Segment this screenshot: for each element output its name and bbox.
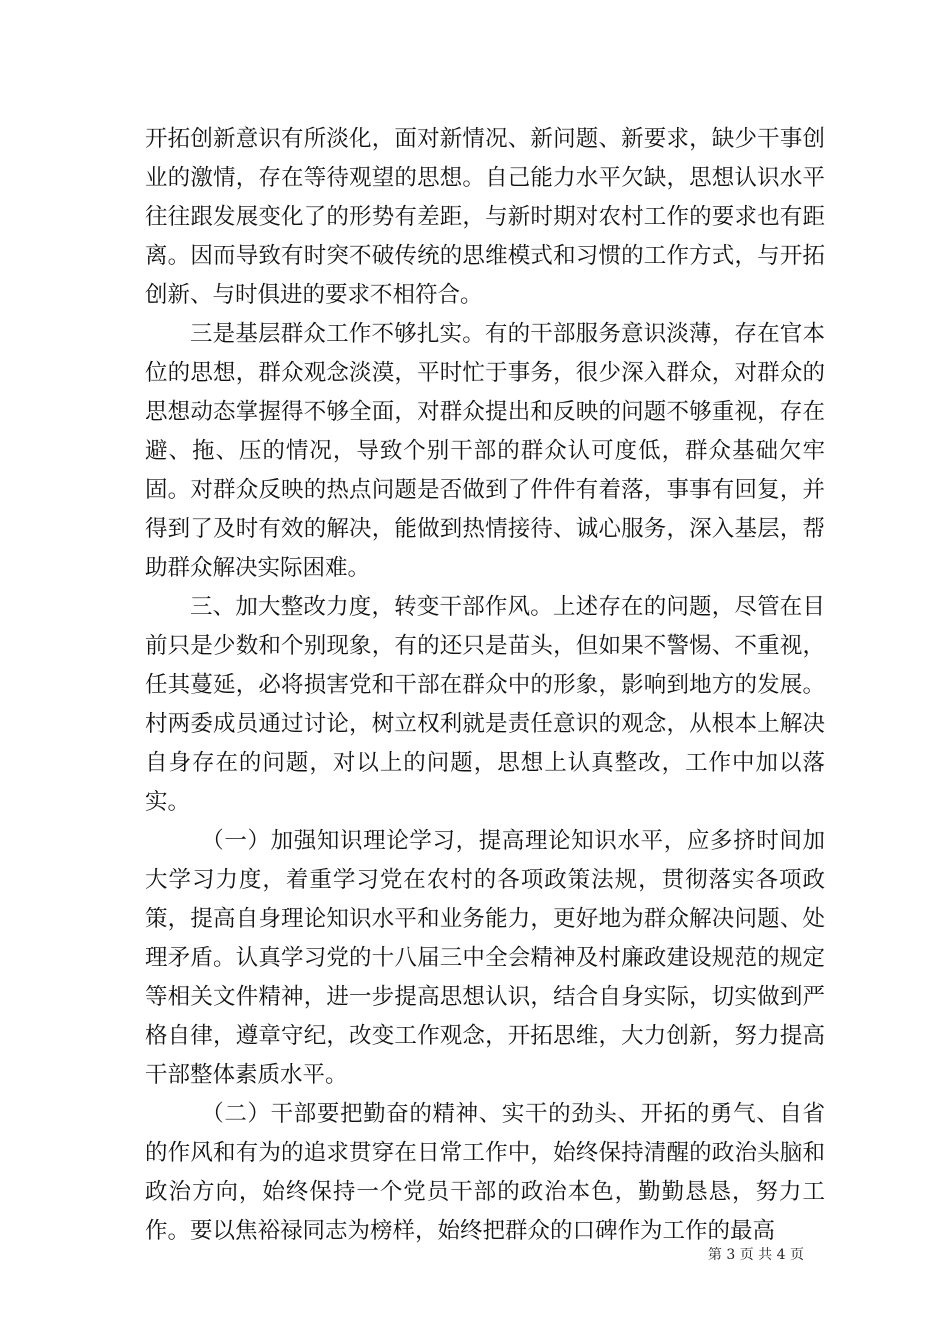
page-number: 第 3 页 共 4 页 (707, 1247, 804, 1263)
paragraph-continuation: 开拓创新意识有所淡化，面对新情况、新问题、新要求，缺少干事创业的激情，存在等待观望的思想。自己能力水平欠缺，思想认识水平往往跟发展变化了的形势有差距，与新时期对农村工作的要求也有距离。因而导致有时突不破传统的思维模式和习惯的工作方式，与开拓创新、与时俱进的要求不相符合。 (145, 126, 825, 308)
paragraph-item-one: （一）加强知识理论学习，提高理论知识水平，应多挤时间加大学习力度，着重学习党在农村的各项政策法规，贯彻落实各项政策，提高自身理论知识水平和业务能力，更好地为群众解决问题、处理矛盾。认真学习党的十八届三中全会精神及村廉政建设规范的规定等相关文件精神，进一步提高思想认识，结合自身实际，切实做到严格自律，遵章守纪，改变工作观念，开拓思维，大力创新，努力提高干部整体素质水平。 (145, 828, 825, 1088)
paragraph-item-two: （二）干部要把勤奋的精神、实干的劲头、开拓的勇气、自省的作风和有为的追求贯穿在日常工作中，始终保持清醒的政治头脑和政治方向，始终保持一个党员干部的政治本色，勤勤恳恳，努力工作。要以焦裕禄同志为榜样，始终把群众的口碑作为工作的最高 (145, 1101, 825, 1244)
paragraph-section-three: 三、加大整改力度，转变干部作风。上述存在的问题，尽管在目前只是少数和个别现象，有的还只是苗头，但如果不警惕、不重视，任其蔓延，必将损害党和干部在群众中的形象，影响到地方的发展。村两委成员通过讨论，树立权利就是责任意识的观念，从根本上解决自身存在的问题，对以上的问题，思想上认真整改，工作中加以落实。 (145, 594, 825, 815)
page-footer (0, 1244, 950, 1264)
document-body (145, 120, 825, 1251)
paragraph-grassroots-work: 三是基层群众工作不够扎实。有的干部服务意识淡薄，存在官本位的思想，群众观念淡漠，平时忙于事务，很少深入群众，对群众的思想动态掌握得不够全面，对群众提出和反映的问题不够重视，存在避、拖、压的情况，导致个别干部的群众认可度低，群众基础欠牢固。对群众反映的热点问题是否做到了件件有着落，事事有回复，并得到了及时有效的解决，能做到热情接待、诚心服务，深入基层，帮助群众解决实际困难。 (145, 321, 825, 581)
